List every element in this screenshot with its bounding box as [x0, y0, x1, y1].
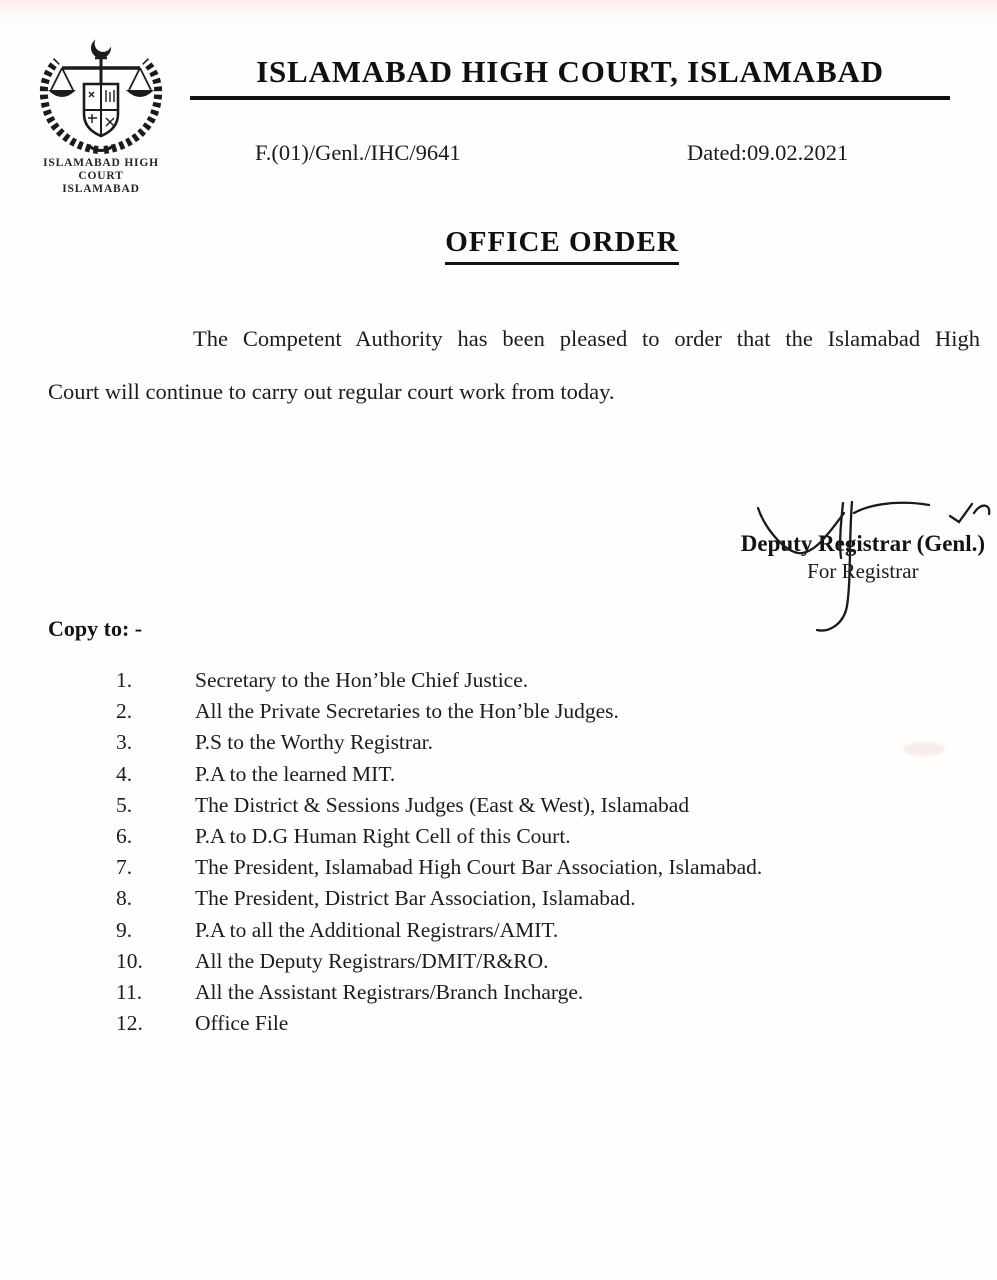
copy-to-number: 8.: [116, 886, 133, 911]
copy-to-item: [116, 855, 986, 886]
copy-to-number: 7.: [116, 855, 133, 880]
scan-noise-band: [0, 0, 997, 30]
copy-to-item: [116, 824, 986, 855]
copy-to-number: 4.: [116, 761, 133, 786]
subject-heading: OFFICE ORDER: [445, 226, 679, 265]
copy-to-item: [116, 699, 986, 730]
copy-to-text: P.S to the Worthy Registrar.: [195, 730, 433, 755]
copy-to-item: [116, 886, 986, 917]
copy-to-text: All the Deputy Registrars/DMIT/R&RO.: [195, 948, 549, 973]
signatory-title: Deputy Registrar (Genl.): [740, 531, 985, 556]
signature-for-line: For Registrar: [807, 559, 919, 583]
copy-to-number: 12.: [116, 1011, 143, 1036]
copy-to-item: [116, 918, 986, 949]
copy-to-text: P.A to the learned MIT.: [195, 761, 396, 786]
copy-to-text: Secretary to the Hon’ble Chief Justice.: [195, 668, 529, 692]
copy-to-number: 1.: [116, 668, 133, 692]
copy-to-text: All the Private Secretaries to the Hon’ble Judges.: [195, 699, 619, 724]
subject-heading-wrap: [132, 226, 992, 265]
copy-to-text: Office File: [195, 1011, 289, 1036]
copy-to-item: [116, 730, 986, 761]
body-line-1: The Competent Authority has been pleased to order that the Islamabad High: [193, 326, 980, 351]
copy-to-label: Copy to: -: [48, 616, 143, 641]
copy-to-number: 9.: [116, 917, 133, 942]
copy-to-text: The President, District Bar Association, Islamabad.: [195, 886, 636, 911]
copy-to-item: [116, 1011, 986, 1042]
copy-to-item: [116, 762, 986, 793]
copy-to-number: 3.: [116, 730, 133, 755]
copy-to-item: [116, 980, 986, 1011]
signature-block: [741, 531, 985, 584]
copy-to-number: 2.: [116, 699, 133, 724]
document-date: Dated:09.02.2021: [687, 140, 849, 165]
copy-to-text: The District & Sessions Judges (East & West), Islamabad: [195, 792, 690, 817]
copy-to-item: [116, 668, 986, 699]
court-emblem: [22, 34, 180, 196]
copy-to-item: [116, 949, 986, 980]
copy-to-number: 11.: [116, 979, 143, 1004]
copy-to-text: P.A to all the Additional Registrars/AMIT.: [195, 917, 559, 942]
copy-to-number: 6.: [116, 823, 133, 848]
emblem-caption-line1: ISLAMABAD HIGH COURT: [43, 157, 159, 182]
body-paragraph: [48, 326, 980, 405]
page-title: ISLAMABAD HIGH COURT, ISLAMABAD: [190, 54, 950, 100]
copy-to-text: P.A to D.G Human Right Cell of this Court.: [195, 823, 571, 848]
copy-to-text: The President, Islamabad High Court Bar Association, Islamabad.: [195, 855, 763, 880]
body-line-2: Court will continue to carry out regular court work from today.: [48, 379, 615, 404]
court-emblem-icon: [26, 34, 176, 154]
copy-to-item: [116, 793, 986, 824]
copy-to-list: [116, 668, 986, 1042]
file-number: F.(01)/Genl./IHC/9641: [255, 140, 461, 165]
copy-to-number: 5.: [116, 792, 133, 817]
copy-to-text: All the Assistant Registrars/Branch Incharge.: [195, 979, 584, 1004]
emblem-caption-line2: ISLAMABAD: [62, 183, 140, 195]
copy-to-number: 10.: [116, 948, 143, 973]
